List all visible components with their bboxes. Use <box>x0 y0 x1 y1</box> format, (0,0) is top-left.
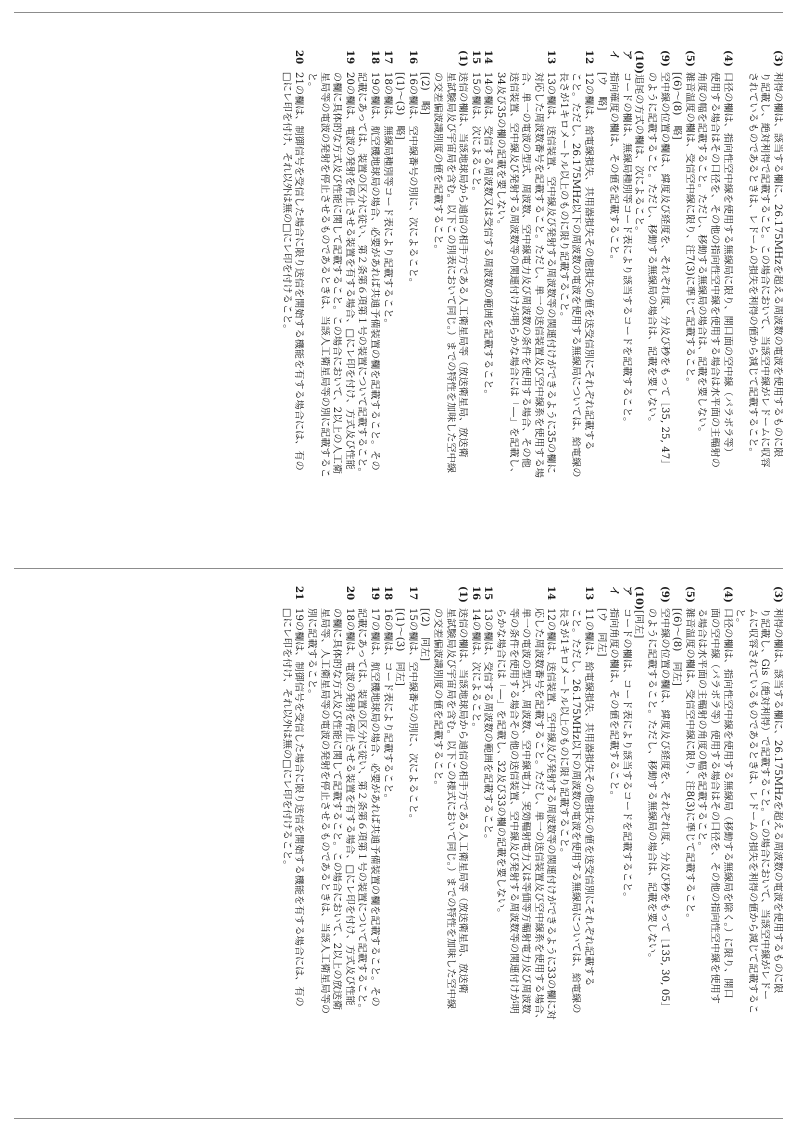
text-line <box>544 50 557 550</box>
text-line <box>317 586 330 1112</box>
line-text: されているものであるときは、レドームの損失を利得の値から減じて記載すること。 <box>746 72 758 458</box>
item-number: 20 <box>343 586 355 601</box>
text-line <box>493 50 506 550</box>
line-text: 19の欄は、航空機地球局の場合、必要があれば共通予備装置の欄を記載すること。その <box>369 72 380 471</box>
text-line <box>758 50 771 550</box>
text-line <box>456 586 469 1112</box>
text-line <box>342 50 355 550</box>
item-number: (1) <box>457 586 469 603</box>
text-line <box>707 586 720 1112</box>
text-line <box>745 50 758 550</box>
text-line <box>644 50 657 550</box>
line-text: 16の欄は、コード表により記載すること。 <box>381 608 393 804</box>
item-number: (3) <box>772 50 783 67</box>
text-line <box>682 50 695 550</box>
text-line <box>770 586 783 1112</box>
line-text: 18の欄は、無線局種別等コード表により記載すること。 <box>381 72 393 329</box>
text-line <box>544 586 557 1112</box>
item-number: 14 <box>482 50 494 65</box>
item-number: 19 <box>343 50 355 65</box>
line-text: 星局等の電波の発射を停止させるものであるときは、当該人工衛星局等の別に記載するこ <box>318 72 330 478</box>
text-line <box>443 586 456 1112</box>
item-number: (10) <box>633 586 645 610</box>
item-number: 15 <box>482 586 494 601</box>
text-line <box>594 586 607 1112</box>
item-number: (1) <box>457 50 469 67</box>
text-line <box>330 586 343 1112</box>
text-line <box>657 586 670 1112</box>
line-text: り記載し、Gis（絶対利得）で記載すること。この場合において、当該空中線がレドー <box>759 608 771 1001</box>
text-line <box>619 50 632 550</box>
text-line <box>519 50 532 550</box>
line-text: 空中線の位置の欄は、緯度及び経度を、それぞれ度、分及び秒をもって［135, 30, 05］ <box>658 608 670 1013</box>
line-text: 指向確度の欄は、その値を記載すること。 <box>608 72 620 265</box>
text-line <box>367 50 380 550</box>
line-text: [ウ 略] <box>595 72 607 111</box>
text-line <box>405 50 418 550</box>
text-line <box>569 586 582 1112</box>
text-line <box>594 50 607 550</box>
text-line <box>682 586 695 1112</box>
line-text: 18の欄は、電波の発射を停止させる装置を有する場合、□にレ印を付け、方式及び性能 <box>343 608 355 1006</box>
line-text: のように記載すること。ただし、移動する無線局の場合は、記載を要しない。 <box>646 72 658 428</box>
line-text: 12の欄は、給電線損失、共用器損失その他損失の値を送受信別にそれぞれ記載する <box>583 72 595 451</box>
text-line <box>632 50 645 550</box>
item-number: 16 <box>469 586 481 601</box>
top-rule <box>14 12 783 13</box>
line-text: 星試験局及び宇宙局を含む。以下この別表において同じ。）までの特性を加味した空中線 <box>444 72 456 473</box>
text-line <box>720 50 733 550</box>
item-number: 18 <box>381 586 393 601</box>
line-text: 13の欄は、送信装置、空中線及び発射する周波数等の関連付けができるように35の欄に <box>545 72 557 474</box>
line-text: 15の欄は、次によること。 <box>469 72 481 197</box>
bottom-rule <box>14 1118 783 1119</box>
text-line <box>582 586 595 1112</box>
line-text: 利得の欄は、該当する欄に、26.175MHzを超える周波数の電波を使用するものに限 <box>772 72 783 458</box>
line-text: 角度の幅を記載すること。ただし、移動する無線局の場合は、記載を要しない。 <box>696 72 708 438</box>
text-line <box>418 586 431 1112</box>
item-number: (9) <box>658 50 670 67</box>
item-number: (5) <box>683 586 695 603</box>
line-text: こと。ただし、26.175MHz以下の周波数の電波を使用する無線局については、給電線の <box>570 72 582 478</box>
text-line <box>355 50 368 550</box>
line-text: 合、単一の電波の型式、周波数、空中線電力及び周波数の条件を使用する場合、その他 <box>520 72 532 468</box>
line-text: 等の条件を使用する場合その他の送信装置、空中線及び発射する周波数等の関連付けが明 <box>507 608 519 1014</box>
text-line <box>607 50 620 550</box>
line-text: 送信の欄は、当該地球局から通信の相手方である人工衛星局等（放送衛星局、放送衛 <box>457 608 469 994</box>
item-number: (5) <box>683 50 695 67</box>
item-number: (10) <box>633 50 645 74</box>
line-text: [(2) 同左] <box>419 608 431 662</box>
line-text: [(1)～(3) 略] <box>394 72 406 140</box>
line-text: [(2) 略] <box>419 72 431 116</box>
line-text: □にレ印を付け、それ以外は無の□にレ印を付けること。 <box>280 608 292 871</box>
line-text: の交差偏波識別度の値を記載すること。 <box>431 608 443 791</box>
line-text: 雑音温度の欄は、受信空中線に限り、注8(3)に準じて記載すること。 <box>683 608 695 924</box>
text-line <box>733 586 746 1112</box>
line-text: のように記載すること。ただし、移動する無線局の場合は、記載を要しない。 <box>646 608 658 964</box>
line-text: [(6)～(8) 同左] <box>671 608 683 686</box>
bottom-current-text-panel <box>14 586 783 1112</box>
text-line <box>670 586 683 1112</box>
text-line <box>317 50 330 550</box>
line-text: 21の欄は、制御信号を受信した場合に限り送信を開始する機能を有する場合には、有の <box>293 72 305 471</box>
item-number: ア <box>620 586 632 597</box>
line-text: 記載にあっては、装置の区分に従い、第２条第６項第１号の装置について記載すること。 <box>356 72 368 478</box>
text-line <box>468 586 481 1112</box>
text-line <box>304 586 317 1112</box>
line-text: 記載にあっては、装置の区分に従い、第２条第６項第１号の装置について記載すること。 <box>356 608 368 1014</box>
item-number: 17 <box>406 586 418 601</box>
line-text: 34及び35の欄の記載を要しない。 <box>494 72 506 230</box>
line-text: 口径の欄は、指向性空中線を使用する無線局に限り、開口面の空中線（パラボラ等） <box>721 72 733 458</box>
text-line <box>733 50 746 550</box>
line-text: 13の欄は、受信する周波数の範囲を記載すること。 <box>482 608 494 845</box>
line-text: 16の欄は、空中線番号の別に、次によること。 <box>406 72 418 289</box>
text-line <box>279 586 292 1112</box>
line-text: る場合は水平面の主輻射の角度の幅を記載すること。 <box>696 608 708 852</box>
text-line <box>720 586 733 1112</box>
text-line <box>393 50 406 550</box>
line-text: 12の欄は、送信装置、空中線及び発射する周波数等の関連付けができるように33の欄に対 <box>545 608 557 1020</box>
middle-rule <box>14 568 783 569</box>
text-line <box>644 586 657 1112</box>
text-line <box>418 50 431 550</box>
line-text: と。 <box>306 72 318 93</box>
line-text: 対応した周波数番号を記載すること。ただし、単一の送信装置及び空中線系を使用する場 <box>532 72 544 478</box>
item-number: 19 <box>369 586 380 601</box>
line-text: 指向角度の欄は、その値を記載すること。 <box>608 608 620 801</box>
line-text: 口径の欄は、指向性空中線を使用する無線局（移動する無線局を除く。）に限り、開口 <box>721 608 733 999</box>
item-number: 15 <box>469 50 481 65</box>
text-line <box>342 586 355 1112</box>
text-line <box>481 586 494 1112</box>
line-text: 使用する場合はその口径を、その他の指向性空中線を使用する場合は水平面の主輻射の <box>709 72 721 468</box>
text-line <box>330 50 343 550</box>
item-number: 18 <box>369 50 380 65</box>
text-line <box>531 586 544 1112</box>
text-line <box>304 50 317 550</box>
text-line <box>380 586 393 1112</box>
item-number: イ <box>608 50 620 61</box>
line-text: 長さが1キロメートル以上のものに限り記載すること。 <box>557 72 569 323</box>
text-line <box>556 50 569 550</box>
line-text: 雑音温度の欄は、受信空中線に限り、注7(3)に準じて記載すること。 <box>683 72 695 388</box>
line-text: 面の空中線（パラボラ等）使用する場合はその口径を、その他の指向性空中線を使用す <box>709 608 721 1004</box>
line-text: らかな場合には「―」を記載し、32及び33の欄の記載を要しない。 <box>494 608 506 919</box>
line-text: こと。ただし、26.175MHz以下の周波数の電波を使用する無線局については、給電線の <box>570 608 582 1014</box>
item-number: 16 <box>406 50 418 65</box>
line-text: 空中線の位置の欄は、緯度及び経度を、それぞれ度、分及び秒をもって［35, 25, 47］ <box>658 72 670 470</box>
line-text: の交差偏波識別度の値を記載すること。 <box>431 72 443 255</box>
text-line <box>556 586 569 1112</box>
item-number: 17 <box>381 50 393 65</box>
text-line <box>430 586 443 1112</box>
text-line <box>569 50 582 550</box>
line-text: り記載し、絶対利得で記載すること。この場合において、当該空中線がレドームに収容 <box>759 72 771 468</box>
line-text: [同左] <box>633 609 645 639</box>
line-text: の欄に具体的な方式及び性能に関して記載すること。この場合において、2以上の人工衛 <box>331 72 343 475</box>
text-line <box>519 586 532 1112</box>
line-text: 追尾の方式の欄は、次によること。 <box>633 73 645 237</box>
text-line <box>355 586 368 1112</box>
line-text: コードの欄は、コード表により該当するコードを記載すること。 <box>620 608 632 903</box>
item-number: 14 <box>545 586 557 601</box>
line-text: ムに収容されているものであるときは、レドームの損失を利得の値から減じて記載するこ <box>746 608 758 1014</box>
text-line <box>695 50 708 550</box>
line-text: 単一の電波の型式、周波数、空中線電力、実効輻射電力又は等価等方輻射電力及び周波数 <box>520 608 532 1014</box>
line-text: 送信の欄は、当該地球局から通信の相手方である人工衛星局等（放送衛星局、放送衛 <box>457 72 469 458</box>
text-line <box>367 586 380 1112</box>
item-number: (9) <box>658 586 670 603</box>
text-line <box>405 586 418 1112</box>
text-line <box>481 50 494 550</box>
text-line <box>707 50 720 550</box>
line-text: コードの欄は、無線局種別等コード表により該当するコードを記載すること。 <box>620 72 632 428</box>
bottom-vertical-text <box>14 586 783 1112</box>
line-text: 17の欄は、航空機地球局の場合、必要があれば共通予備装置の欄を記載すること。その <box>369 608 380 1007</box>
item-number: (4) <box>721 586 733 603</box>
line-text: □にレ印を付け、それ以外は無の□にレ印を付けること。 <box>280 72 292 335</box>
line-text: 応した周波数番号を記載すること。ただし、単一の送信装置及び空中線系を使用する場合、 <box>532 608 544 1025</box>
item-number: (4) <box>721 50 733 67</box>
text-line <box>292 50 305 550</box>
text-line <box>468 50 481 550</box>
text-line <box>607 586 620 1112</box>
line-text: 送信装置、空中線及び発射する周波数等の関連付けが明らかな場合には「―」を記載し、 <box>507 72 519 478</box>
text-line <box>695 586 708 1112</box>
line-text: 14の欄は、受信する周波数又は受信する周波数の範囲を記載すること。 <box>482 72 494 400</box>
item-number: イ <box>608 586 620 597</box>
item-number: (3) <box>772 586 783 603</box>
line-text: 別に記載すること。 <box>306 608 318 700</box>
line-text: 19の欄は、制御信号を受信した場合に限り送信を開始する機能を有する場合には、有の <box>293 608 305 1007</box>
text-line <box>632 586 645 1112</box>
text-line <box>506 586 519 1112</box>
text-line <box>657 50 670 550</box>
text-line <box>531 50 544 550</box>
text-line <box>758 586 771 1112</box>
text-line <box>582 50 595 550</box>
text-line <box>493 586 506 1112</box>
line-text: 星試験局及び宇宙局を含む。以下この様式において同じ。）までの特性を加味した空中線 <box>444 608 456 1009</box>
text-line <box>745 586 758 1112</box>
text-line <box>506 50 519 550</box>
item-number: 13 <box>545 50 557 65</box>
item-number: 21 <box>293 586 305 601</box>
line-text: [ウ 同左] <box>595 608 607 657</box>
text-line <box>670 50 683 550</box>
text-line <box>393 586 406 1112</box>
item-number: ア <box>620 50 632 61</box>
line-text: 星局等、人工衛星局等の電波の発射を停止させるものであるときは、当該人工衛星局等の <box>318 608 330 1014</box>
line-text: 15の欄は、空中線番号の別に、次によること。 <box>406 608 418 825</box>
text-line <box>292 586 305 1112</box>
item-number: 13 <box>583 586 595 601</box>
line-text: [(6)～(8) 略] <box>671 72 683 140</box>
item-number: 20 <box>293 50 305 65</box>
line-text: 11の欄は、給電線損失、共用器損失その他損失の値を送受信別にそれぞれ記載する <box>583 608 595 987</box>
line-text: 20の欄は、電波の発射を停止させる装置を有する場合、□にレ印を付け、方式及び性能 <box>343 72 355 470</box>
text-line <box>770 50 783 550</box>
text-line <box>380 50 393 550</box>
line-text: と。 <box>734 608 746 629</box>
line-text: 14の欄は、次によること。 <box>469 608 481 733</box>
text-line <box>619 586 632 1112</box>
text-line <box>279 50 292 550</box>
item-number: 12 <box>583 50 595 65</box>
line-text: 利得の欄は、該当する欄に、26.175MHzを超える周波数の電波を使用するものに限 <box>772 608 783 994</box>
text-line <box>443 50 456 550</box>
top-vertical-text <box>14 50 783 550</box>
text-line <box>430 50 443 550</box>
line-text: 長さが1キロメートル以上のものに限り記載すること。 <box>557 608 569 859</box>
line-text: の欄に具体的な方式及び性能に関して記載すること。この場合において、2以上の放送衛 <box>331 608 343 1011</box>
top-amended-text-panel <box>14 50 783 550</box>
line-text: [(1)～(3) 同左] <box>394 608 406 686</box>
text-line <box>456 50 469 550</box>
